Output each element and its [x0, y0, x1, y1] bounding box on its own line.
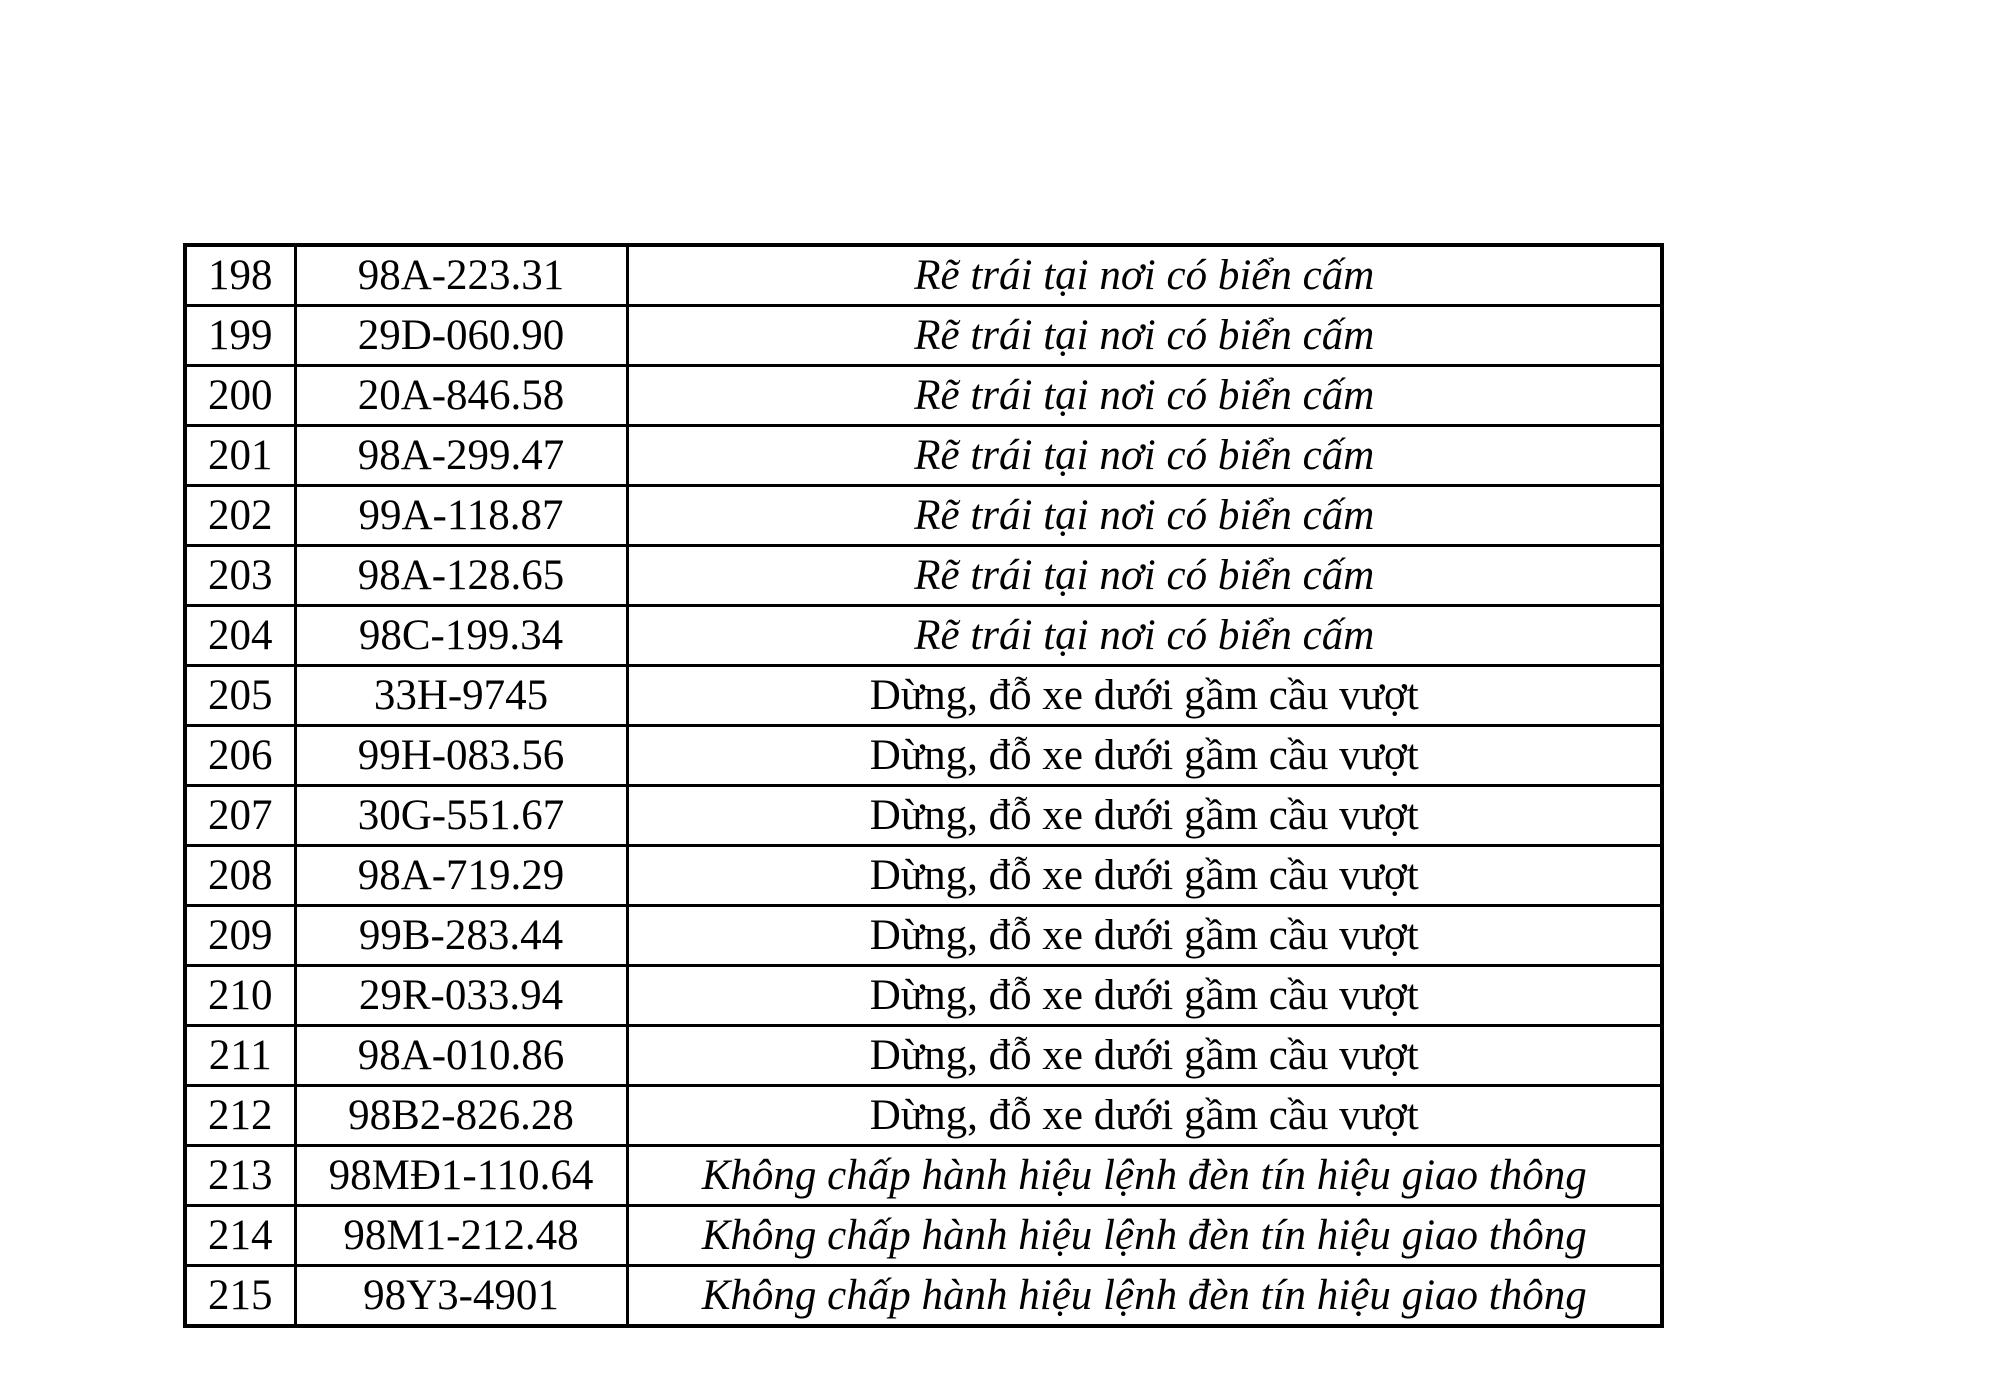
row-number-cell: 207 — [185, 786, 295, 846]
table-row — [185, 1266, 1662, 1327]
plate-cell: 29D-060.90 — [295, 306, 627, 366]
table-row — [185, 426, 1662, 486]
table-row — [185, 1086, 1662, 1146]
plate-cell: 33H-9745 — [295, 666, 627, 726]
table-row — [185, 306, 1662, 366]
violation-cell: Dừng, đỗ xe dưới gầm cầu vượt — [627, 846, 1662, 906]
violation-cell: Rẽ trái tại nơi có biển cấm — [627, 245, 1662, 306]
violation-cell: Dừng, đỗ xe dưới gầm cầu vượt — [627, 1026, 1662, 1086]
violation-cell: Không chấp hành hiệu lệnh đèn tín hiệu giao thông — [627, 1146, 1662, 1206]
row-number-cell: 212 — [185, 1086, 295, 1146]
table-row — [185, 666, 1662, 726]
violation-cell: Dừng, đỗ xe dưới gầm cầu vượt — [627, 906, 1662, 966]
row-number-cell: 209 — [185, 906, 295, 966]
violations-table — [183, 243, 1664, 1328]
table-row — [185, 1206, 1662, 1266]
table-row — [185, 726, 1662, 786]
plate-cell: 98M1-212.48 — [295, 1206, 627, 1266]
plate-cell: 98C-199.34 — [295, 606, 627, 666]
violation-cell: Không chấp hành hiệu lệnh đèn tín hiệu giao thông — [627, 1206, 1662, 1266]
table-row — [185, 1146, 1662, 1206]
table-row — [185, 966, 1662, 1026]
row-number-cell: 206 — [185, 726, 295, 786]
plate-cell: 99B-283.44 — [295, 906, 627, 966]
row-number-cell: 199 — [185, 306, 295, 366]
row-number-cell: 203 — [185, 546, 295, 606]
plate-cell: 30G-551.67 — [295, 786, 627, 846]
row-number-cell: 201 — [185, 426, 295, 486]
violation-cell: Rẽ trái tại nơi có biển cấm — [627, 546, 1662, 606]
row-number-cell: 204 — [185, 606, 295, 666]
table-row — [185, 786, 1662, 846]
row-number-cell: 208 — [185, 846, 295, 906]
table-row — [185, 486, 1662, 546]
plate-cell: 99A-118.87 — [295, 486, 627, 546]
plate-cell: 99H-083.56 — [295, 726, 627, 786]
table-row — [185, 906, 1662, 966]
violation-cell: Rẽ trái tại nơi có biển cấm — [627, 486, 1662, 546]
violation-cell: Rẽ trái tại nơi có biển cấm — [627, 606, 1662, 666]
row-number-cell: 198 — [185, 245, 295, 306]
table-row — [185, 606, 1662, 666]
plate-cell: 98B2-826.28 — [295, 1086, 627, 1146]
violations-table-body — [185, 245, 1662, 1326]
plate-cell: 98A-299.47 — [295, 426, 627, 486]
violation-cell: Rẽ trái tại nơi có biển cấm — [627, 426, 1662, 486]
plate-cell: 29R-033.94 — [295, 966, 627, 1026]
row-number-cell: 215 — [185, 1266, 295, 1327]
plate-cell: 98A-719.29 — [295, 846, 627, 906]
table-row — [185, 245, 1662, 306]
row-number-cell: 214 — [185, 1206, 295, 1266]
violation-cell: Dừng, đỗ xe dưới gầm cầu vượt — [627, 666, 1662, 726]
plate-cell: 98A-223.31 — [295, 245, 627, 306]
violation-cell: Rẽ trái tại nơi có biển cấm — [627, 366, 1662, 426]
violation-cell: Dừng, đỗ xe dưới gầm cầu vượt — [627, 726, 1662, 786]
violation-cell: Dừng, đỗ xe dưới gầm cầu vượt — [627, 966, 1662, 1026]
plate-cell: 98Y3-4901 — [295, 1266, 627, 1327]
plate-cell: 98A-010.86 — [295, 1026, 627, 1086]
row-number-cell: 210 — [185, 966, 295, 1026]
plate-cell: 98A-128.65 — [295, 546, 627, 606]
row-number-cell: 213 — [185, 1146, 295, 1206]
table-row — [185, 366, 1662, 426]
violation-cell: Rẽ trái tại nơi có biển cấm — [627, 306, 1662, 366]
row-number-cell: 211 — [185, 1026, 295, 1086]
table-row — [185, 1026, 1662, 1086]
violation-cell: Dừng, đỗ xe dưới gầm cầu vượt — [627, 786, 1662, 846]
violation-cell: Dừng, đỗ xe dưới gầm cầu vượt — [627, 1086, 1662, 1146]
violation-cell: Không chấp hành hiệu lệnh đèn tín hiệu giao thông — [627, 1266, 1662, 1327]
plate-cell: 98MĐ1-110.64 — [295, 1146, 627, 1206]
row-number-cell: 205 — [185, 666, 295, 726]
row-number-cell: 202 — [185, 486, 295, 546]
plate-cell: 20A-846.58 — [295, 366, 627, 426]
row-number-cell: 200 — [185, 366, 295, 426]
table-row — [185, 846, 1662, 906]
table-row — [185, 546, 1662, 606]
